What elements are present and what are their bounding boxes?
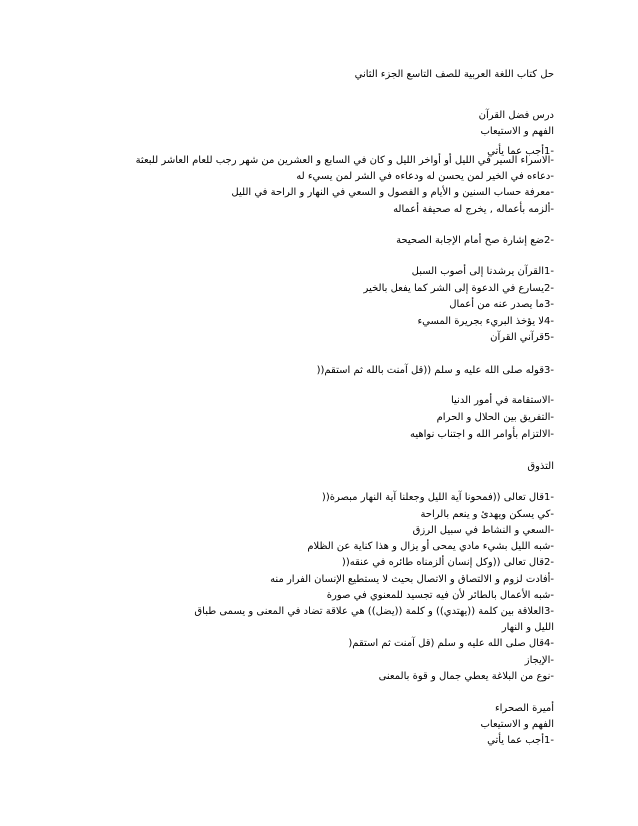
answer-line: -شبه الأعمال بالطائر لأن فيه تجسيد للمعنوي في صورة [326,590,554,601]
question-line: -1أجب عما يأتي [487,735,554,746]
answer-line: -شبه الليل بشيء مادي يمحى أو يزال و هذا كناية عن الظلام [307,541,554,552]
answer-line: -1القرآن يرشدنا إلى أصوب السبل [411,266,554,277]
lesson-heading: أميرة الصحراء [494,703,554,714]
answer-line: -أفادت لزوم و الالتصاق و الاتصال بحيث لا يستطيع الإنسان الفرار منه [270,574,554,585]
answer-line: الليل و النهار [501,622,554,633]
answer-line: -3ما يصدر عنه من أعمال [449,299,554,310]
answer-line: -ألزمه بأعماله , يخرج له صحيفة أعماله [393,204,554,215]
answer-line: -دعاءه في الخير لمن يحسن له ودعاءه في الشر لمن يسيء له [296,171,554,182]
question-line: -4قال صلى الله عليه و سلم (قل آمنت ثم استقم( [348,638,554,649]
answer-line: -4لا يؤخذ البريء بجريرة المسيء [417,316,554,327]
answer-line: -الإيجاز [524,655,554,666]
answer-line: -السعي و النشاط في سبيل الرزق [412,525,554,536]
answer-line: -الاسراء السير في الليل أو أواخر الليل و كان في السابع و العشرين من شهر رجب للعام العاشر للبعثة [135,155,554,166]
question-line: -3قوله صلى الله عليه و سلم ((قل آمنت بالله ثم استقم(( [316,365,554,376]
answer-line: -كي يسكن ويهدئ و ينعم بالراحة [420,509,554,520]
question-line: -2ضع إشارة صح أمام الإجابة الصحيحة [396,235,554,246]
answer-line: -التفريق بين الحلال و الحرام [436,412,554,423]
answer-line: -الاستقامة في أمور الدنيا [450,395,554,406]
answer-line: -2يسارع في الدعوة إلى الشر كما يفعل بالخير [363,283,554,294]
section-heading: الفهم و الاستيعاب [480,126,554,137]
question-line: -2قال تعالى ((وكل إنسان ألزمناه طائره في عنقه(( [341,557,554,568]
question-line: -1أجب عما يأتي [487,146,554,157]
answer-line: -5قرآني القرآن [490,332,554,343]
answer-line: -معرفة حساب السنين و الأيام و الفصول و السعي في النهار و الراحة في الليل [231,187,554,198]
answer-line: -نوع من البلاغة يعطي جمال و قوة بالمعنى [378,671,554,682]
section-heading: التذوق [527,461,554,472]
answer-line: -الالتزام بأوامر الله و اجتناب نواهيه [409,429,554,440]
question-line: -1قال تعالى ((فمحونا آية الليل وجعلنا آية النهار مبصرة(( [321,492,554,503]
lesson-heading: درس فضل القرآن [478,110,554,121]
section-heading: الفهم و الاستيعاب [480,719,554,730]
question-line: -3العلاقة بين كلمة ((يهتدي)) و كلمة ((يضل)) هي علاقة تضاد في المعنى و يسمى طباق [194,606,554,617]
document-title: حل كتاب اللغة العربية للصف التاسع الجزء الثاني [354,69,554,80]
